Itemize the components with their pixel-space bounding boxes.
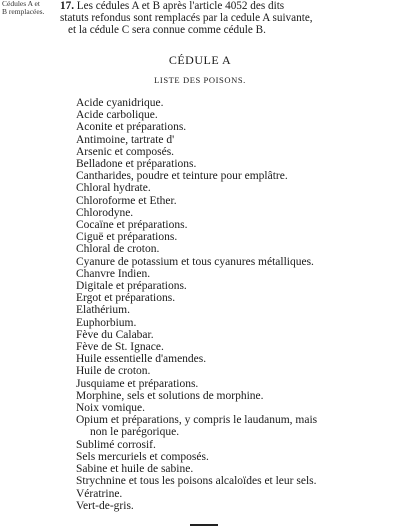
list-item: Euphorbium. — [76, 316, 137, 329]
list-item: Acide cyanidrique. — [76, 97, 164, 109]
list-item: Chloroforme et Ether. — [76, 194, 177, 207]
list-item: Huile essentielle d'amendes. — [76, 353, 207, 366]
list-item: Vert-de-gris. — [76, 499, 134, 512]
list-item: Cocaïne et préparations. — [76, 219, 188, 232]
list-item: Sabine et huile de sabine. — [76, 463, 194, 476]
list-item: Noix vomique. — [76, 402, 145, 415]
list-item: Chloral hydrate. — [76, 182, 151, 195]
list-item: Ergot et préparations. — [76, 292, 176, 305]
list-item: Aconite et préparations. — [76, 121, 187, 134]
list-item: Cyanure de potassium et tous cyanures métalliques. — [76, 255, 314, 268]
list-item: Sublimé corrosif. — [76, 438, 156, 451]
intro-paragraph — [60, 0, 398, 36]
list-item: Belladone et préparations. — [76, 158, 197, 171]
margin-note — [2, 0, 60, 16]
intro-line-2: statuts refondus sont remplacés par la cedule A suivante, — [60, 12, 313, 24]
list-item-continuation: non le parégorique. — [90, 426, 180, 439]
footer-rule — [190, 524, 218, 526]
list-item: Cantharides, poudre et teinture pour emplâtre. — [76, 170, 288, 183]
list-item: Opium et préparations, y compris le laudanum, mais — [76, 414, 318, 427]
list-item: Ciguë et préparations. — [76, 231, 178, 244]
list-item: Fève de St. Ignace. — [76, 341, 164, 354]
poison-list — [76, 97, 398, 512]
list-item: Acide carbolique. — [76, 109, 158, 122]
list-item: Morphine, sels et solutions de morphine. — [76, 389, 264, 402]
list-item: Vératrine. — [76, 487, 123, 500]
intro-line-1 — [60, 0, 398, 12]
list-item: Arsenic et composés. — [76, 145, 175, 158]
list-item: Sels mercuriels et composés. — [76, 450, 209, 463]
list-item: Jusquiame et préparations. — [76, 377, 199, 390]
margin-note-line: B remplacées. — [2, 7, 45, 16]
list-item: Fève du Calabar. — [76, 328, 154, 341]
list-item: Chanvre Indien. — [76, 267, 151, 280]
list-item: Chlorodyne. — [76, 206, 134, 219]
list-item: Huile de croton. — [76, 365, 151, 378]
margin-note-line: Cédules A et — [2, 0, 40, 8]
list-item: Chloral de croton. — [76, 243, 160, 256]
list-item: Strychnine et tous les poisons alcaloïdes et leur sels. — [76, 475, 317, 488]
schedule-title: CÉDULE A — [168, 53, 232, 67]
list-item: Antimoine, tartrate d' — [76, 133, 175, 146]
list-item: Elathérium. — [76, 304, 130, 317]
section-number: 17. — [60, 0, 74, 12]
intro-line-3: et la cédule C sera connue comme cédule B. — [68, 24, 266, 36]
list-title: LISTE DES POISONS. — [154, 75, 246, 85]
intro-line-1-text: Les cédules A et B après l'article 4052 des dits — [73, 0, 285, 12]
list-item: Digitale et préparations. — [76, 280, 187, 293]
